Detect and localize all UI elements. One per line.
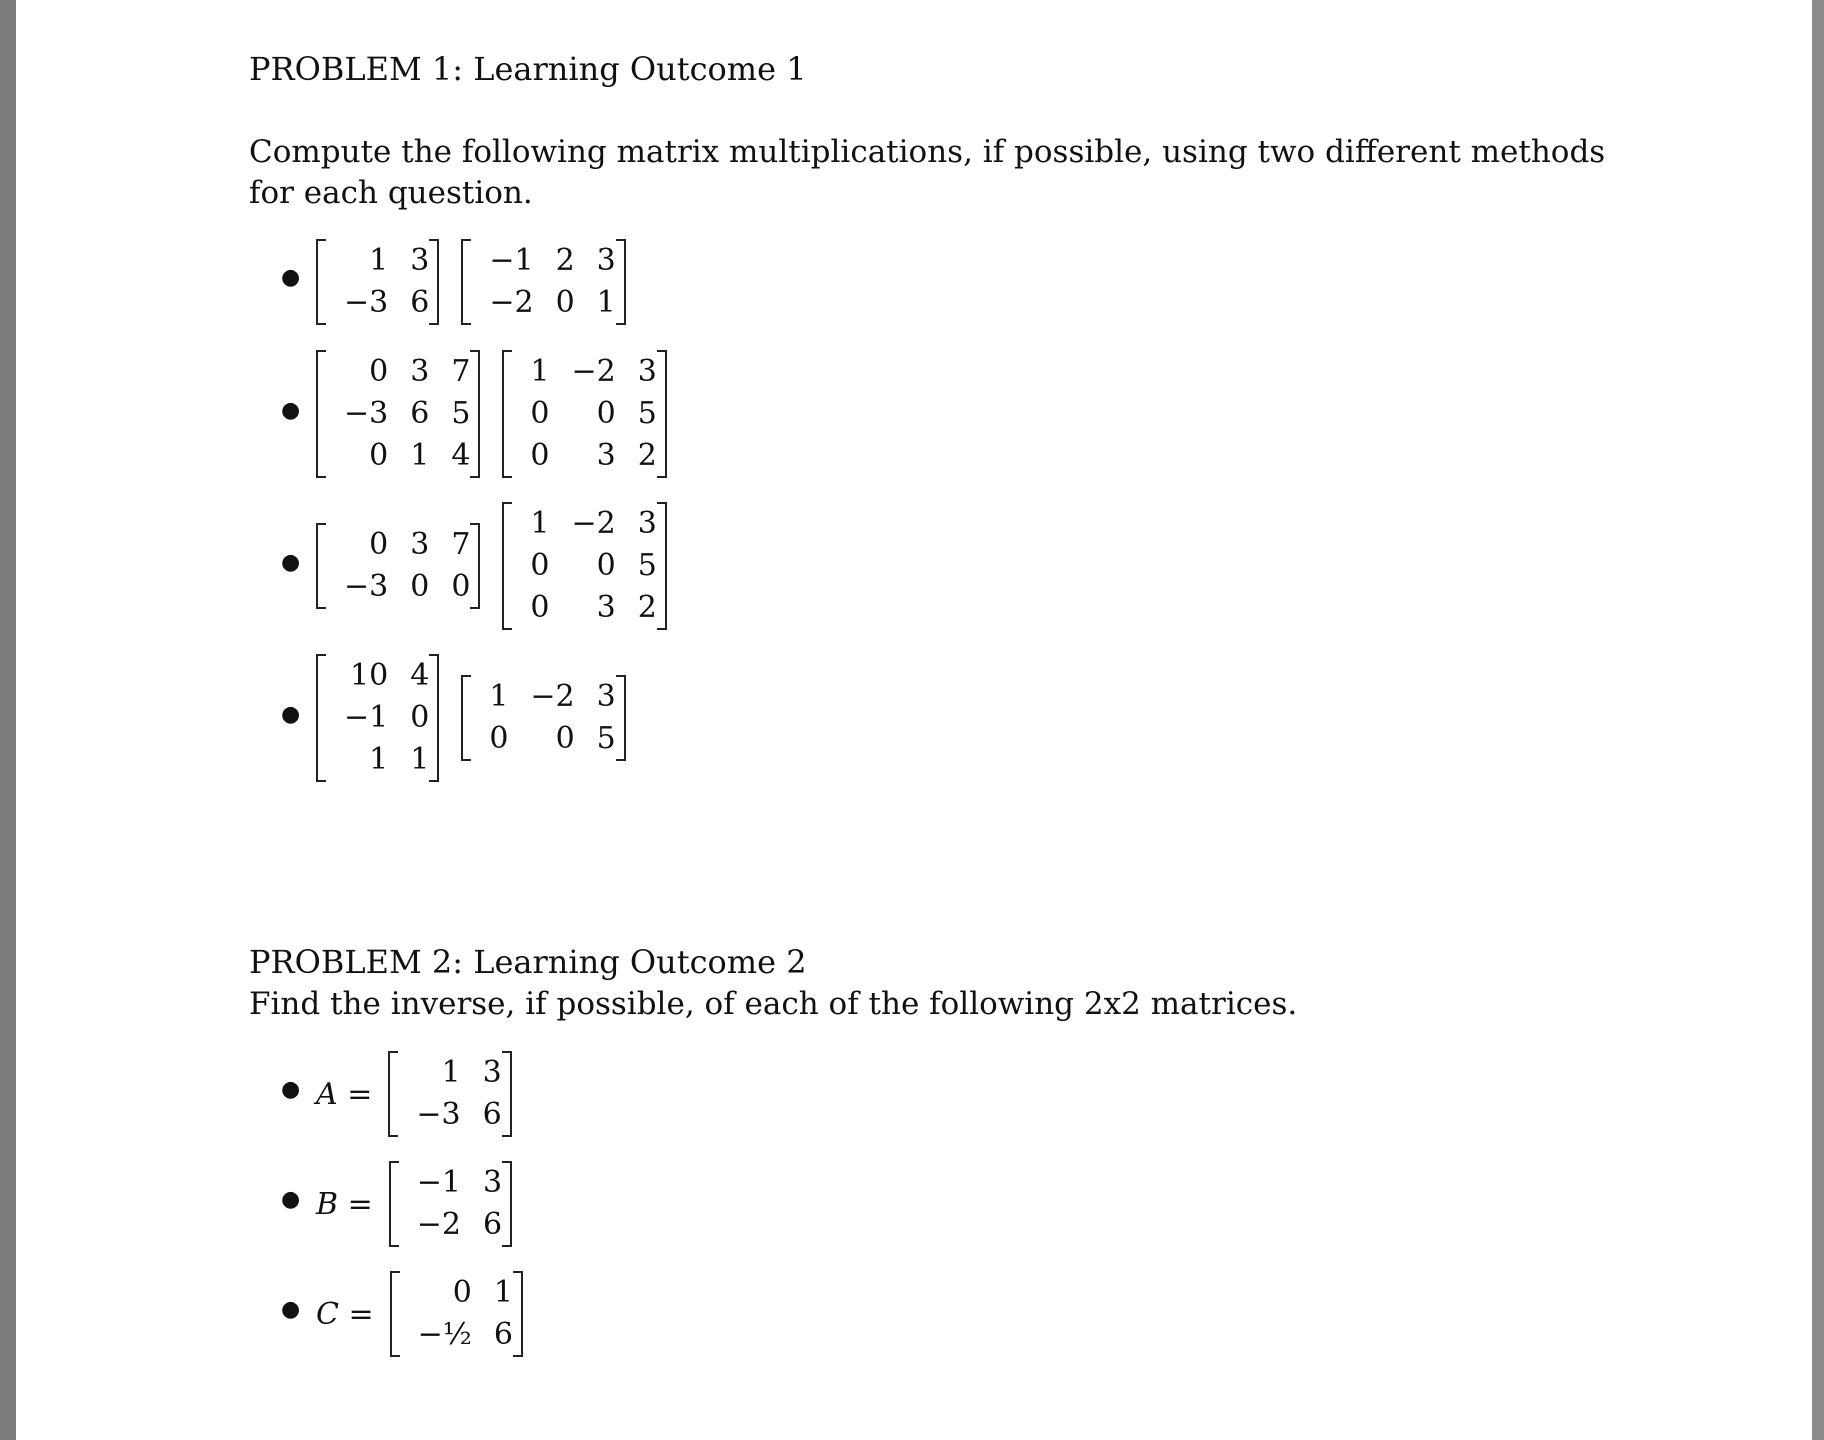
matrix-row [326,739,429,781]
matrix-cell: 0 [489,721,509,756]
bullet-p2-3: ● [281,1297,301,1322]
matrix-cell: −2 [489,285,534,320]
matrix-cell: 3 [596,679,616,714]
problem2-instruction: Find the inverse, if possible, of each of the following 2x2 matrices. [249,986,1298,1022]
left-bracket [316,654,326,782]
matrix-row [326,351,470,393]
matrix-row [512,435,656,477]
matrix-row [471,240,615,282]
matrix-entries [326,655,429,781]
matrix-cell: 0 [530,396,550,431]
p1-item-2-right-matrix [502,350,666,478]
matrix-cell: 6 [493,1317,513,1352]
right-bracket [502,1051,512,1137]
matrix-cell: 3 [637,354,657,389]
bullet-p1-2: ● [281,398,301,423]
matrix-entries [400,1272,513,1356]
matrix-cell: −2 [530,679,575,714]
matrix-row [398,1094,501,1136]
matrix-cell: 0 [369,354,389,389]
p2-item-B-matrix [389,1161,512,1247]
matrix-cell: 1 [410,438,430,473]
p1-item-1-left-matrix [316,239,439,325]
problem1-heading: PROBLEM 1: Learning Outcome 1 [249,50,807,88]
matrix-cell: 1 [530,506,550,541]
matrix-cell: 1 [369,243,389,278]
matrix-row [512,545,656,587]
bullet-p1-1: ● [281,265,301,290]
matrix-cell: 0 [530,438,550,473]
p2-item-B-label: B = [316,1186,373,1222]
right-bracket [470,350,480,478]
matrix-cell: 0 [555,285,575,320]
p1-item-3-right-matrix [502,502,666,630]
matrix-cell: 6 [482,1207,503,1242]
matrix-cell: 0 [369,438,389,473]
matrix-row [512,587,656,629]
p1-item-4 [316,654,648,782]
matrix-row [512,503,656,545]
matrix-cell: 3 [410,243,430,278]
matrix-row [326,282,429,324]
matrix-row [326,524,470,566]
right-bracket [657,502,667,630]
p1-item-1-right-matrix [461,239,625,325]
matrix-cell: 6 [410,396,430,431]
matrix-cell: 3 [410,354,430,389]
window-edge-right [1812,0,1824,1440]
matrix-cell: 5 [451,396,471,431]
matrix-cell: 3 [637,506,657,541]
p2-item-B [316,1161,534,1247]
matrix-row [471,718,615,760]
p2-item-C-label: C = [316,1296,374,1332]
matrix-entries [471,240,615,324]
matrix-cell: −2 [416,1207,461,1242]
matrix-cell: 0 [555,721,575,756]
matrix-cell: 0 [410,569,430,604]
matrix-cell: 10 [350,658,389,693]
matrix-entries [512,351,656,477]
matrix-entries [471,676,615,760]
matrix-row [512,351,656,393]
matrix-cell: 6 [410,285,430,320]
left-bracket [502,502,512,630]
bullet-p2-1: ● [281,1077,301,1102]
p1-item-2 [316,350,689,478]
matrix-cell: −2 [571,354,616,389]
matrix-entries [326,524,470,608]
matrix-row [471,282,615,324]
bullet-p1-3: ● [281,550,301,575]
matrix-row [471,676,615,718]
right-bracket [657,350,667,478]
matrix-row [326,566,470,608]
matrix-cell: 2 [637,438,657,473]
right-bracket [616,675,626,761]
p1-item-4-left-matrix [316,654,439,782]
matrix-cell: 5 [596,721,616,756]
p2-item-C-matrix [390,1271,523,1357]
p2-item-C [316,1271,545,1357]
left-bracket [388,1051,398,1137]
matrix-cell: 2 [637,590,657,625]
matrix-cell: 1 [596,285,616,320]
right-bracket [470,523,480,609]
left-bracket [461,239,471,325]
matrix-cell: −3 [344,569,389,604]
matrix-entries [398,1052,501,1136]
matrix-cell: 0 [596,548,616,583]
matrix-row [326,240,429,282]
matrix-cell: 6 [482,1097,502,1132]
left-bracket [316,523,326,609]
window-edge-left [0,0,16,1440]
matrix-cell: −1 [489,243,534,278]
matrix-row [326,655,429,697]
matrix-cell: −3 [344,285,389,320]
matrix-cell: 0 [596,396,616,431]
matrix-entries [326,351,470,477]
matrix-row [326,393,470,435]
matrix-cell: 3 [596,243,616,278]
matrix-cell: −3 [344,396,389,431]
matrix-cell: 3 [596,438,616,473]
matrix-cell: 0 [530,548,550,583]
matrix-cell: 0 [530,590,550,625]
matrix-cell: 3 [482,1165,503,1200]
matrix-cell: −1 [416,1165,461,1200]
matrix-row [326,697,429,739]
p2-item-A [316,1051,534,1137]
left-bracket [316,350,326,478]
left-bracket [389,1161,399,1247]
matrix-cell: 1 [410,742,430,777]
matrix-cell: 5 [637,548,657,583]
matrix-cell: 5 [637,396,657,431]
matrix-entries [399,1162,502,1246]
matrix-entries [512,503,656,629]
matrix-row [398,1052,501,1094]
matrix-cell: 7 [451,527,471,562]
matrix-cell: −1 [344,700,389,735]
right-bracket [429,654,439,782]
matrix-cell: 0 [452,1275,472,1310]
matrix-cell: −2 [571,506,616,541]
left-bracket [502,350,512,478]
problem2-heading: PROBLEM 2: Learning Outcome 2 [249,943,807,981]
matrix-cell: 4 [410,658,430,693]
matrix-row [399,1162,502,1204]
document-page [16,0,1812,1440]
matrix-cell: 1 [493,1275,513,1310]
p2-item-A-matrix [388,1051,511,1137]
left-bracket [316,239,326,325]
right-bracket [429,239,439,325]
left-bracket [390,1271,400,1357]
matrix-entries [326,240,429,324]
matrix-row [326,435,470,477]
matrix-row [400,1314,513,1356]
matrix-cell: 4 [451,438,471,473]
p1-item-3-left-matrix [316,523,480,609]
left-bracket [461,675,471,761]
matrix-cell: 1 [369,742,389,777]
matrix-cell: 3 [482,1055,502,1090]
matrix-cell: −½ [417,1317,472,1352]
p2-item-A-label: A = [316,1076,373,1112]
matrix-cell: 1 [530,354,550,389]
right-bracket [502,1161,512,1247]
matrix-cell: 3 [410,527,430,562]
bullet-p2-2: ● [281,1187,301,1212]
p1-item-1 [316,239,648,325]
matrix-row [399,1204,502,1246]
matrix-cell: 2 [555,243,575,278]
matrix-cell: 0 [451,569,471,604]
matrix-cell: 1 [441,1055,461,1090]
matrix-row [400,1272,513,1314]
right-bracket [513,1271,523,1357]
p1-item-2-left-matrix [316,350,480,478]
matrix-cell: 3 [596,590,616,625]
right-bracket [616,239,626,325]
matrix-cell: 7 [451,354,471,389]
matrix-cell: −3 [416,1097,461,1132]
problem1-instruction: Compute the following matrix multiplications, if possible, using two different methods for each question. [249,134,1606,211]
matrix-cell: 1 [489,679,509,714]
matrix-row [512,393,656,435]
bullet-p1-4: ● [281,702,301,727]
p1-item-4-right-matrix [461,675,625,761]
matrix-cell: 0 [369,527,389,562]
matrix-cell: 0 [410,700,430,735]
p1-item-3 [316,502,689,630]
